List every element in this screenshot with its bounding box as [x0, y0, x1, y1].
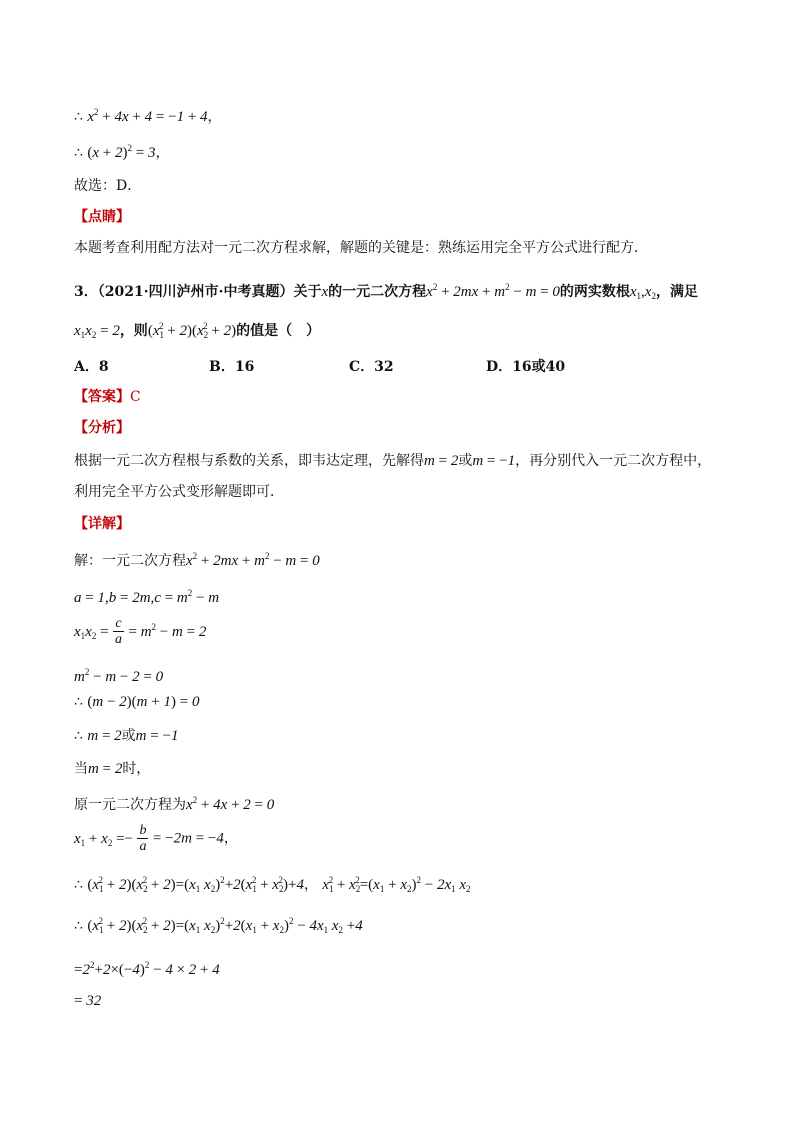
analysis-text-2: 利用完全平方公式变形解题即可．: [74, 484, 284, 500]
detail-heading: 【详解】: [74, 516, 130, 532]
option-c: C．32: [349, 359, 394, 375]
detail-line-7: 当m = 2时，: [74, 761, 151, 777]
comment-text: 本题考查利用配方法对一元二次方程求解，解题的关键是：熟练运用完全平方公式进行配方．: [74, 240, 648, 256]
option-a: A．8: [74, 359, 109, 375]
analysis-text-1: 根据一元二次方程根与系数的关系，即韦达定理，先解得m = 2或m = −1，再分别代入一元二次方程中，: [74, 453, 712, 469]
option-d: D．16或40: [486, 359, 566, 375]
detail-line-12: $=2^2+2\times(-4)^2 - 4 \times 2 + 4$: [74, 960, 220, 978]
detail-line-8: 原一元二次方程为$x^2 + 4x + 2 = 0$: [74, 795, 275, 813]
detail-line-9: $x_1 + x_2$ =− $\frac{b}{a}$ = −2m = −4，: [74, 823, 238, 854]
detail-line-5: ∴ (m − 2)(m + 1) = 0: [74, 694, 200, 710]
analysis-heading: 【分析】: [74, 420, 130, 436]
detail-line-2: $a = 1,b = 2m,c = m^2 - m$: [74, 588, 220, 606]
question-3-stem: 3．（2021·四川泸州市·中考真题）关于x的一元二次方程$x^2 + 2mx + m^2 - m = 0$的两实数根$x_1,x_2$，满足: [74, 282, 698, 301]
derivation-line-1: ∴ $x^2 + 4x + 4 = -1 + 4$，: [74, 107, 222, 125]
detail-line-11: ∴ $(x_1^2 + 2)(x_2^2 + 2)=(x_1$ $x_2)^2+2(x_1 + x_2)^2 - 4x_1$ $x_2 +4$: [74, 916, 363, 935]
comment-heading: 【点睛】: [74, 209, 130, 225]
detail-line-10: ∴ $(x_1^2 + 2)(x_2^2 + 2)=(x_1$ $x_2)^2+2(x_1^2 + x_2^2)+4$， $x_1^2 + x_2^2=(x_1 + x_2)^2 - 2x_1$ $x_2$: [74, 875, 471, 894]
selection-line: 故选：D．: [74, 178, 142, 194]
derivation-line-2: ∴ $(x + 2)^2 = 3$，: [74, 143, 170, 161]
option-b: B．16: [209, 359, 255, 375]
detail-line-4: $m^2 - m - 2 = 0$: [74, 667, 164, 685]
answer-line: 【答案】C: [74, 389, 141, 405]
detail-line-1: 解：一元二次方程$x^2 + 2mx + m^2 - m = 0$: [74, 551, 320, 569]
answer-value: C: [130, 389, 141, 405]
detail-line-3: $x_1x_2$ = $\frac{c}{a}$ = $m^2 - m = 2$: [74, 616, 207, 647]
question-3-condition: $x_1x_2 = 2$，则$(x_1^2 + 2)(x_2^2 + 2)$的值是（ ）: [74, 321, 321, 340]
detail-line-13: = 32: [74, 993, 102, 1009]
detail-line-6: ∴ m = 2或m = −1: [74, 728, 179, 744]
